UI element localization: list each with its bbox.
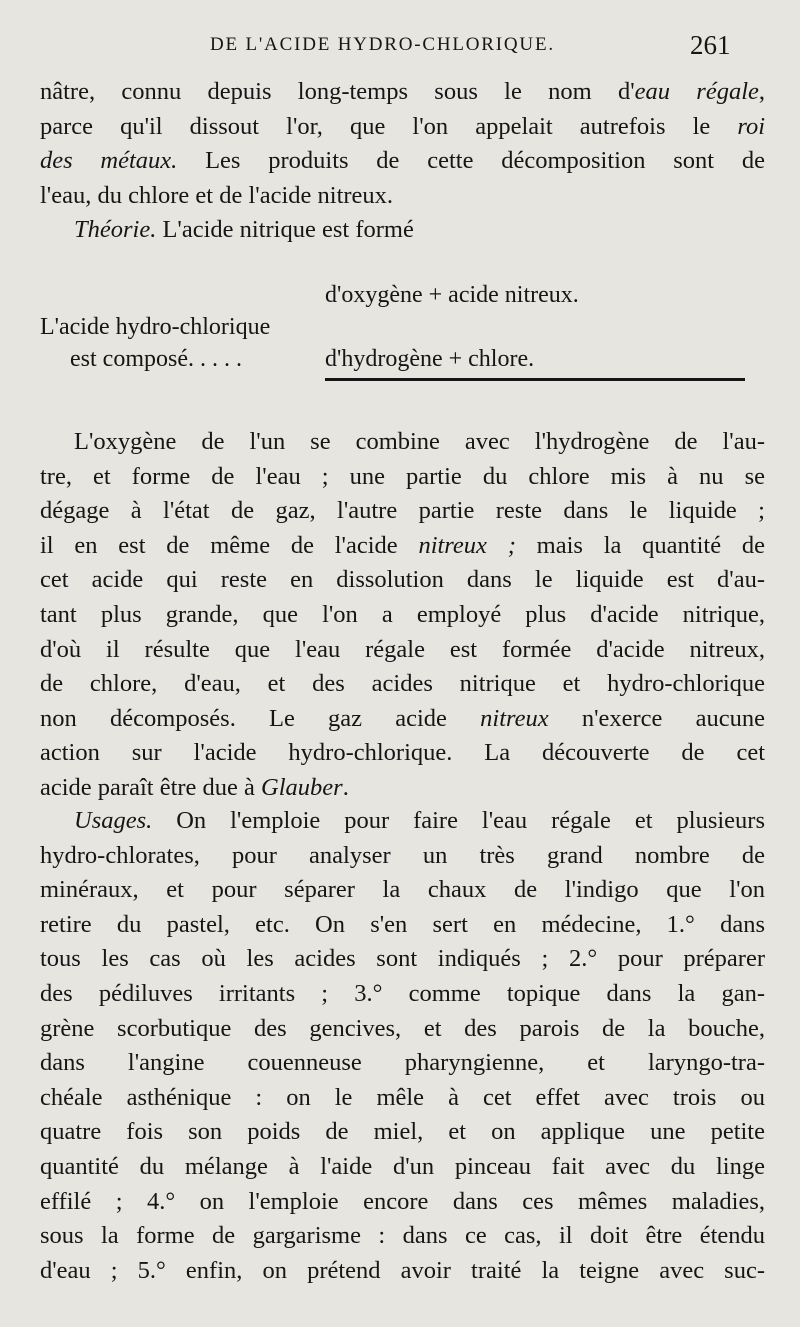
text-line: effilé ; 4.° on l'emploie encore dans ces mêmes maladies, xyxy=(40,1187,765,1215)
theory-line: Théorie. L'acide nitrique est formé xyxy=(74,216,414,244)
text-line: de chlore, d'eau, et des acides nitrique et hydro-chlorique xyxy=(40,670,765,698)
usages-label: Usages. xyxy=(74,807,153,834)
text-line: nâtre, connu depuis long-temps sous le nom d'eau régale, xyxy=(40,78,765,105)
text-line: hydro-chlorates, pour analyser un très grand nombre de xyxy=(40,841,765,869)
text-line: des métaux. Les produits de cette décomposition sont de xyxy=(40,147,765,175)
text-line: des pédiluves irritants ; 3.° comme topique dans la gan- xyxy=(40,979,765,1007)
text-line: tant plus grande, que l'on a employé plus d'acide nitrique, xyxy=(40,600,765,628)
formula-line-3-left: est composé. . . . . xyxy=(70,346,242,372)
text-line: L'oxygène de l'un se combine avec l'hydrogène de l'au- xyxy=(74,428,765,455)
text-line: quatre fois son poids de miel, et on applique une petite xyxy=(40,1118,765,1146)
text-line: action sur l'acide hydro-chlorique. La découverte de cet xyxy=(40,739,765,767)
text-line: retire du pastel, etc. On s'en sert en médecine, 1.° dans xyxy=(40,910,765,938)
text-line: cet acide qui reste en dissolution dans le liquide est d'au- xyxy=(40,566,765,594)
text-line: grène scorbutique des gencives, et des parois de la bouche, xyxy=(40,1014,765,1042)
text-line: d'eau ; 5.° enfin, on prétend avoir traité la teigne avec suc- xyxy=(40,1256,765,1284)
text-line: chéale asthénique : on le mêle à cet effet avec trois ou xyxy=(40,1083,765,1111)
page-header xyxy=(0,30,800,64)
formula-line-1: d'oxygène + acide nitreux. xyxy=(325,282,579,308)
page-number: 261 xyxy=(690,30,731,60)
paragraph-oxygen xyxy=(40,425,765,806)
paragraph-usages xyxy=(40,804,765,1288)
text-line: tous les cas où les acides sont indiqués ; 2.° pour préparer xyxy=(40,945,765,973)
reaction-formula xyxy=(40,282,760,392)
text-line: dégage à l'état de gaz, l'autre partie reste dans le liquide ; xyxy=(40,497,765,525)
text-line: Usages. On l'emploie pour faire l'eau régale et plusieurs xyxy=(74,807,765,834)
formula-line-3-right: d'hydrogène + chlore. xyxy=(325,346,535,372)
text-line: tre, et forme de l'eau ; une partie du chlore mis à nu se xyxy=(40,462,765,490)
text-line: quantité du mélange à l'aide d'un pinceau fait avec du linge xyxy=(40,1152,765,1180)
formula-rule xyxy=(325,378,745,381)
text-line: acide paraît être due à Glauber. xyxy=(40,773,349,801)
text-line: d'où il résulte que l'eau régale est formée d'acide nitreux, xyxy=(40,635,765,663)
formula-line-2: L'acide hydro-chlorique xyxy=(40,314,271,340)
running-title: DE L'ACIDE HYDRO-CHLORIQUE. xyxy=(210,34,555,55)
text-line: non décomposés. Le gaz acide nitreux n'exerce aucune xyxy=(40,704,765,732)
text-line: dans l'angine couenneuse pharyngienne, et laryngo-tra- xyxy=(40,1049,765,1077)
text-line: il en est de même de l'acide nitreux ; mais la quantité de xyxy=(40,531,765,559)
paragraph-eau-regale xyxy=(40,75,765,248)
text-line: sous la forme de gargarisme : dans ce cas, il doit être étendu xyxy=(40,1222,765,1250)
text-line: minéraux, et pour séparer la chaux de l'indigo que l'on xyxy=(40,876,765,904)
theory-label: Théorie. xyxy=(74,216,157,244)
text-line: parce qu'il dissout l'or, que l'on appelait autrefois le roi xyxy=(40,112,765,140)
text-line: l'eau, du chlore et de l'acide nitreux. xyxy=(40,181,394,209)
